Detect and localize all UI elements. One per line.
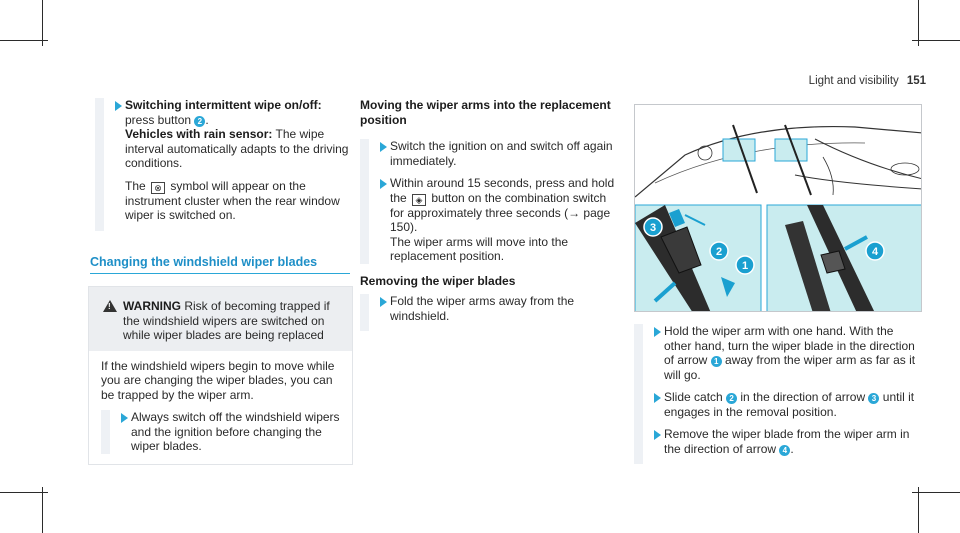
vehicles-title: Vehicles with rain sensor: (125, 127, 273, 141)
step-text: in the direction of arrow (737, 390, 869, 404)
step-text: Switch the ignition on and switch off again immediately. (390, 139, 613, 168)
section-title: Changing the windshield wiper blades (90, 255, 350, 275)
step-text: press button (125, 112, 195, 127)
warning-body-text: If the windshield wipers begin to move while you are changing the wiper blades, you can be trapped by the wiper arm. (101, 358, 335, 402)
step-ignition (360, 139, 622, 176)
crop-mark (912, 40, 960, 41)
step-arrow-icon (654, 430, 661, 440)
crop-mark (912, 492, 960, 493)
step-press-hold (360, 176, 622, 264)
warning-box (88, 286, 353, 465)
step-arrow-icon (121, 413, 128, 423)
callout-4-icon (866, 242, 884, 260)
vehicles-text: The wipe interval automatically adapts to the driving conditions. (125, 127, 349, 170)
marker-4-icon: 4 (779, 445, 790, 456)
svg-text:1: 1 (741, 260, 749, 272)
step-arrow-icon (380, 179, 387, 189)
crop-mark (42, 487, 43, 533)
warning-head-text: Risk of becoming trapped if the windshield wipers are switched on while wiper blades are being replaced (123, 299, 330, 342)
page-number: 151 (906, 75, 926, 87)
symbol-text: The (125, 178, 150, 193)
step-text: Within around 15 seconds, press and hold the (390, 176, 615, 205)
crop-mark (0, 40, 48, 41)
warning-body (89, 351, 352, 464)
step-text: Hold the wiper arm with one hand. With the other hand, turn the wiper blade in the direction of arrow (664, 324, 915, 367)
callout-3-icon (644, 218, 662, 236)
rear-wiper-icon: ⊗ (151, 182, 165, 194)
step-intermittent-wipe (95, 98, 350, 231)
wiper-button-icon: ◈ (412, 194, 426, 206)
section-name: Light and visibility (808, 75, 899, 87)
warning-label: WARNING (123, 299, 181, 313)
step-arrow-icon (654, 393, 661, 403)
step-text: . (205, 112, 209, 127)
warning-triangle-icon (103, 300, 117, 312)
step-paragraph (125, 98, 350, 171)
callout-1-icon (736, 256, 754, 274)
column-left (90, 98, 350, 465)
svg-text:2: 2 (715, 246, 723, 258)
step-paragraph (664, 324, 922, 382)
step-text: Fold the wiper arms away from the windshield. (390, 294, 575, 323)
step-remove-blade (634, 427, 922, 464)
step-text: until it engages in the removal position. (664, 390, 915, 419)
step-text: button on the combination switch for approximately three seconds ( (390, 190, 607, 220)
step-paragraph (390, 176, 622, 264)
subsection-title: Moving the wiper arms into the replacement position (360, 98, 611, 127)
crop-mark (0, 492, 48, 493)
step-turn-blade (634, 324, 922, 390)
step-arrow-icon (380, 142, 387, 152)
symbol-text: symbol will appear on the instrument cluster when the rear window wiper is switched on. (125, 178, 340, 222)
svg-text:4: 4 (871, 246, 879, 258)
step-text: Remove the wiper blade from the wiper arm in the direction of arrow (664, 427, 910, 456)
step-text: . (790, 441, 794, 456)
step-fold-arms (360, 294, 622, 331)
callout-2-icon (710, 242, 728, 260)
page-reference[interactable]: → page 150 (390, 205, 611, 234)
marker-2-icon: 2 (194, 116, 205, 127)
page-header (809, 74, 926, 89)
column-right (634, 324, 922, 464)
step-title: Switching intermittent wipe on/off: (125, 98, 322, 112)
wiper-illustration (634, 104, 922, 312)
step-arrow-icon (380, 297, 387, 307)
step-text: ). (410, 220, 418, 234)
wiper-diagram (635, 105, 922, 312)
step-text: Slide catch (664, 390, 727, 404)
warning-step-text: Always switch off the windshield wipers and the ignition before changing the wiper blades. (131, 410, 340, 453)
crop-mark (918, 487, 919, 533)
svg-text:3: 3 (649, 222, 657, 234)
column-middle (360, 98, 622, 331)
marker-2-icon: 2 (726, 393, 737, 404)
warning-header (89, 287, 352, 351)
symbol-paragraph (125, 179, 350, 223)
step-result: The wiper arms will move into the replacement position. (390, 234, 569, 263)
marker-3-icon: 3 (868, 393, 879, 404)
step-paragraph (664, 390, 922, 419)
subheading: Removing the wiper blades (360, 273, 516, 288)
marker-1-icon: 1 (711, 356, 722, 367)
warning-step (101, 410, 340, 454)
step-arrow-icon (654, 327, 661, 337)
step-slide-catch (634, 390, 922, 427)
step-arrow-icon (115, 101, 122, 111)
step-text: away from the wiper arm as far as it will go. (664, 353, 916, 382)
step-paragraph (664, 427, 922, 456)
